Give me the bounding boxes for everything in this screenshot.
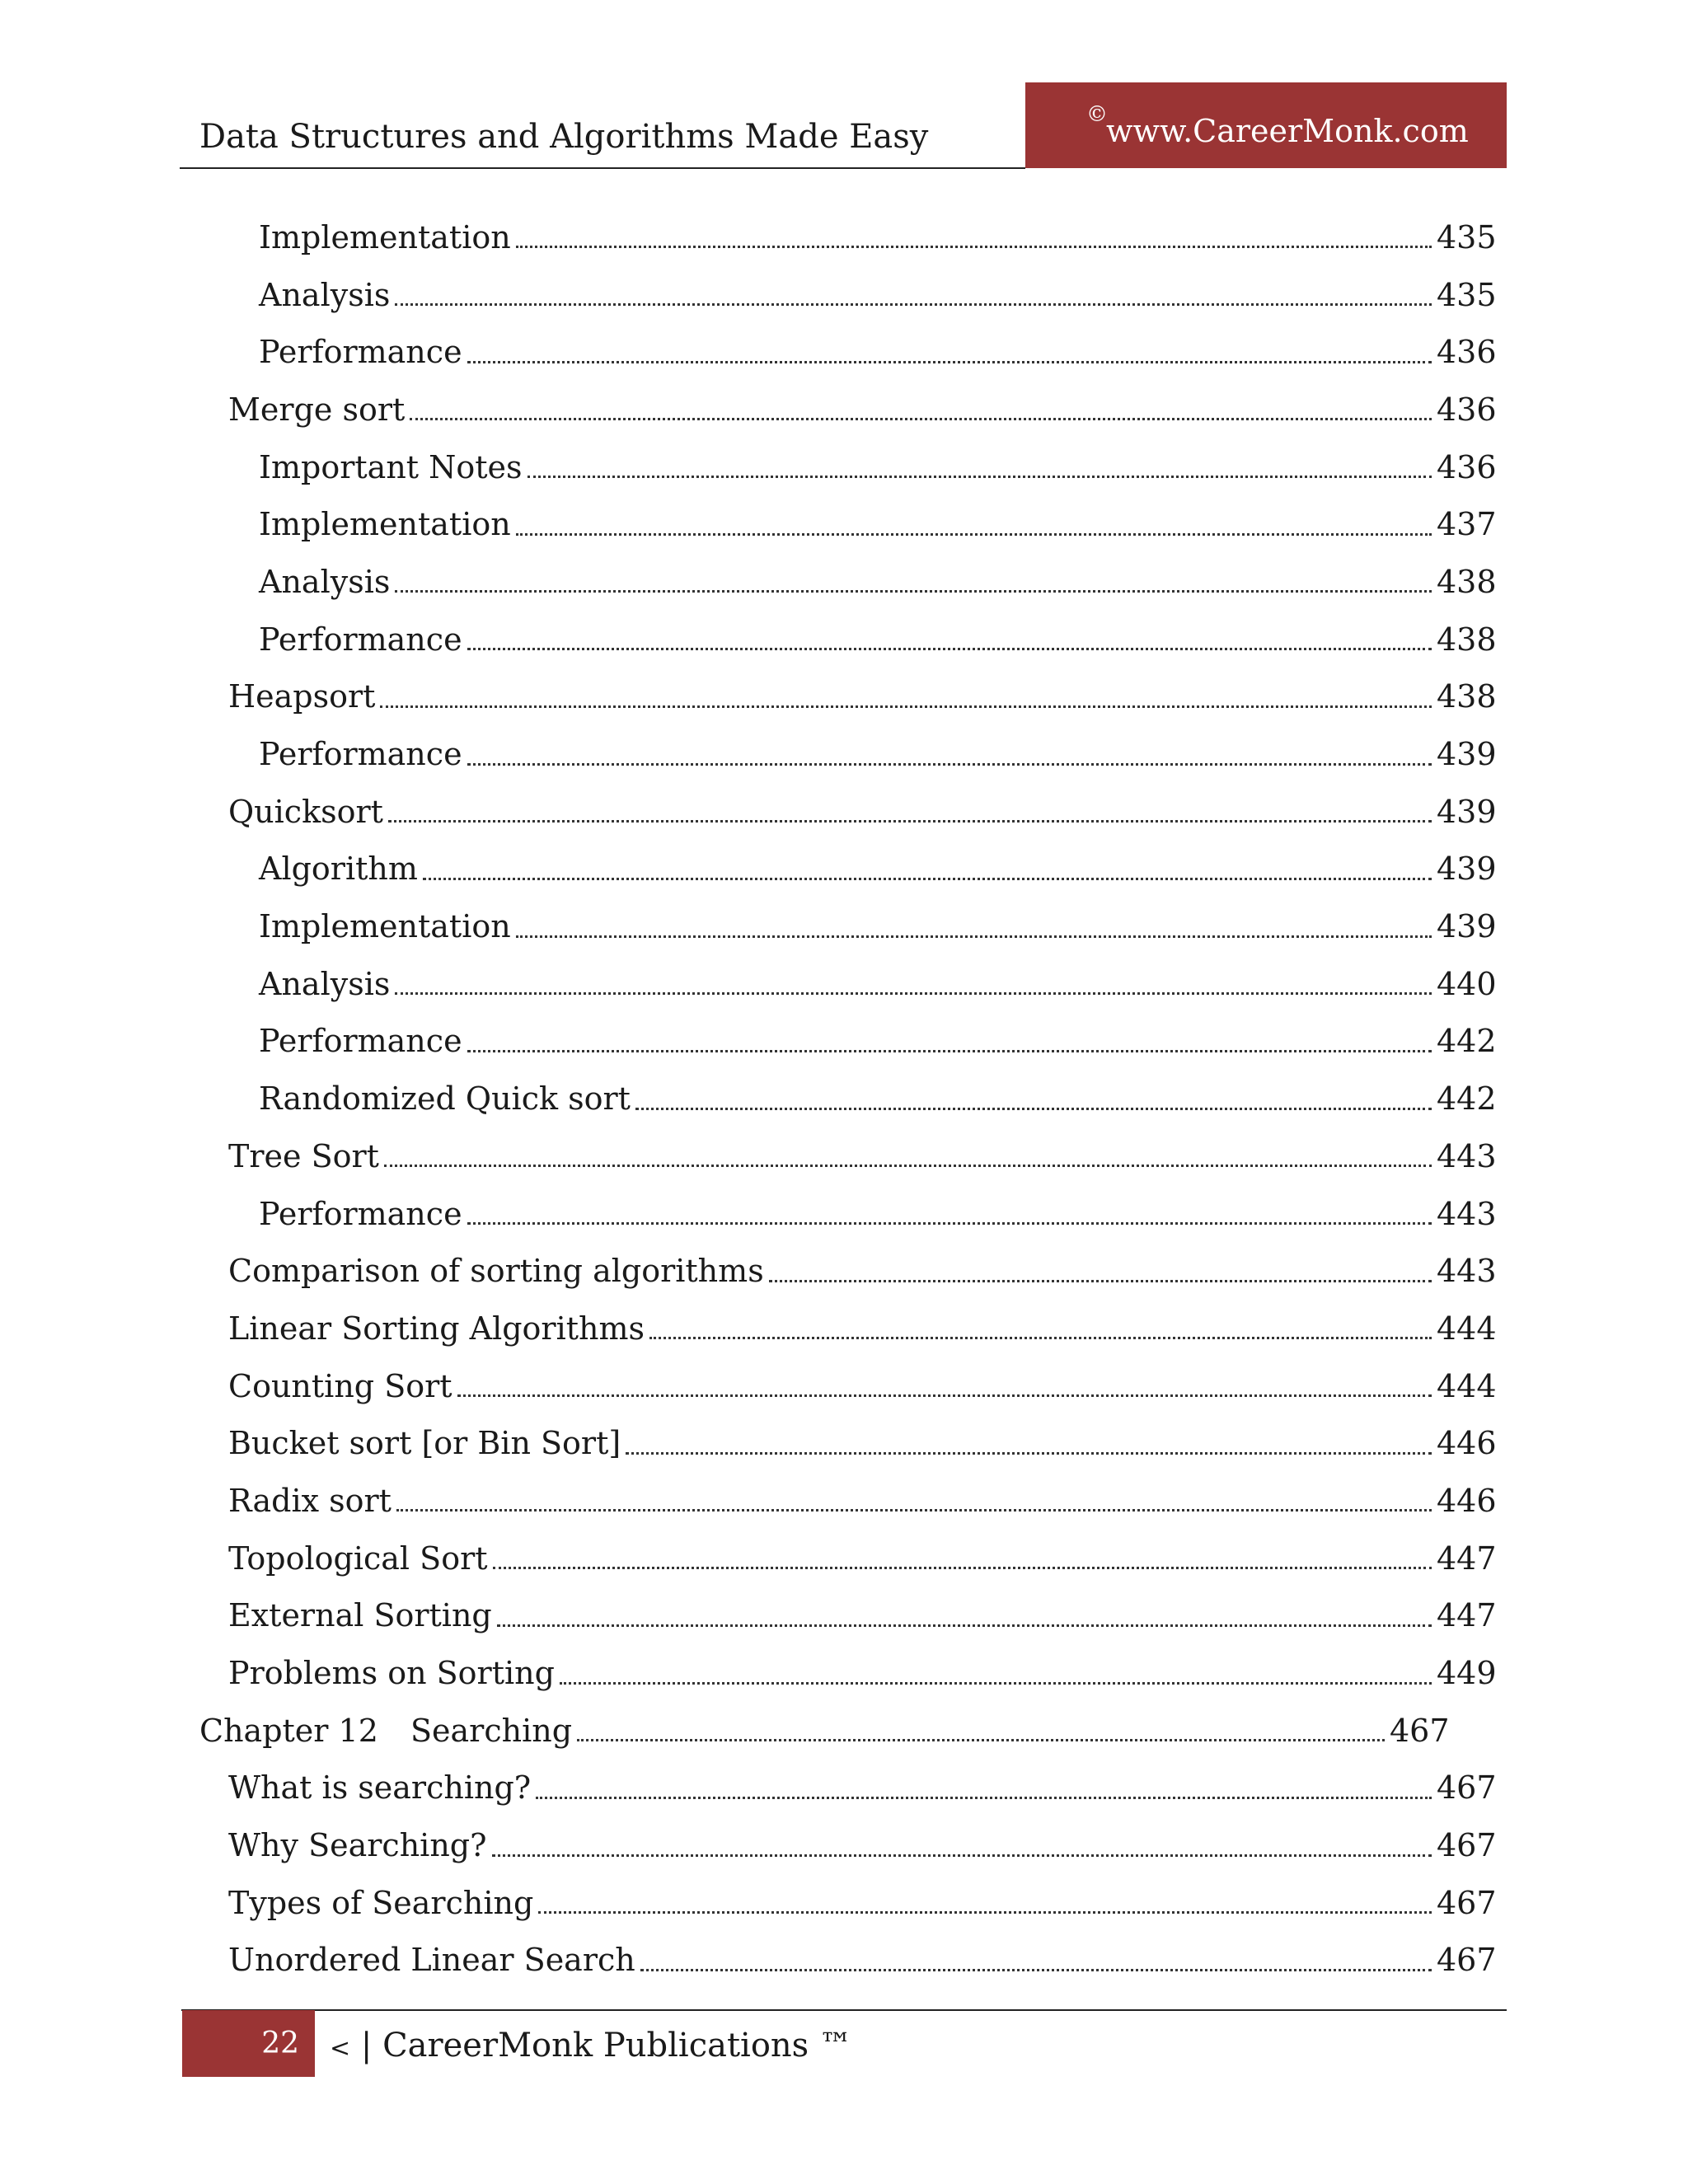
toc-dot-leader xyxy=(410,418,1432,420)
toc-entry xyxy=(0,323,1688,381)
running-header-title: Data Structures and Algorithms Made Easy xyxy=(199,118,929,156)
toc-entry xyxy=(0,1185,1688,1243)
toc-entry xyxy=(0,495,1688,553)
toc-entry xyxy=(0,1472,1688,1530)
toc-entry xyxy=(0,955,1688,1013)
toc-dot-leader xyxy=(467,763,1432,766)
toc-page-number: 436 xyxy=(1437,391,1497,428)
toc-dot-leader xyxy=(497,1624,1432,1627)
toc-dot-leader xyxy=(538,1911,1432,1914)
header-url-box xyxy=(1025,82,1507,168)
toc-page-number: 442 xyxy=(1437,1080,1497,1118)
toc-entry xyxy=(0,1242,1688,1300)
toc-entry-title: Unordered Linear Search xyxy=(228,1942,635,1979)
toc-entry-title: Analysis xyxy=(259,563,391,600)
toc-entry-title: Performance xyxy=(259,736,462,773)
toc-entry-title: Linear Sorting Algorithms xyxy=(228,1310,645,1347)
toc-entry xyxy=(0,1530,1688,1587)
toc-entry-title: What is searching? xyxy=(228,1769,532,1807)
toc-dot-leader xyxy=(640,1969,1432,1971)
toc-entry xyxy=(0,1127,1688,1185)
toc-entry-title: Bucket sort [or Bin Sort] xyxy=(228,1425,621,1462)
toc-dot-leader xyxy=(493,1567,1432,1569)
toc-entry xyxy=(0,438,1688,496)
toc-dot-leader xyxy=(467,361,1432,363)
toc-dot-leader xyxy=(492,1854,1432,1857)
toc-page-number: 467 xyxy=(1390,1712,1450,1749)
chevron-left-icon: < xyxy=(330,2034,351,2063)
toc-entry-title: Searching xyxy=(410,1712,573,1749)
toc-entry xyxy=(0,611,1688,668)
toc-dot-leader xyxy=(467,648,1432,650)
toc-dot-leader xyxy=(467,1222,1432,1225)
toc-entry xyxy=(0,841,1688,898)
table-of-contents xyxy=(0,209,1688,1989)
toc-dot-leader xyxy=(457,1394,1432,1397)
toc-entry-title: Performance xyxy=(259,621,462,658)
toc-entry xyxy=(0,783,1688,841)
toc-entry-title: Heapsort xyxy=(228,678,376,715)
toc-entry-title: Implementation xyxy=(259,506,511,543)
toc-page-number: 438 xyxy=(1437,678,1497,715)
footer-page-number: 22 xyxy=(261,2027,299,2060)
toc-dot-leader xyxy=(516,935,1432,938)
toc-dot-leader xyxy=(769,1280,1432,1282)
header-url: www.CareerMonk.com xyxy=(1106,113,1469,149)
toc-page-number: 442 xyxy=(1437,1023,1497,1060)
toc-entry xyxy=(0,668,1688,726)
toc-entry xyxy=(0,1070,1688,1127)
toc-dot-leader xyxy=(395,590,1432,593)
toc-entry-title: Analysis xyxy=(259,276,391,313)
toc-dot-leader xyxy=(384,1165,1432,1167)
toc-entry-title: Analysis xyxy=(259,965,391,1002)
toc-entry-title: Quicksort xyxy=(228,793,383,830)
toc-dot-leader xyxy=(467,1050,1432,1052)
toc-page-number: 440 xyxy=(1437,965,1497,1002)
toc-page-number: 447 xyxy=(1437,1540,1497,1577)
toc-entry xyxy=(0,1013,1688,1071)
toc-page-number: 439 xyxy=(1437,851,1497,888)
toc-page-number: 436 xyxy=(1437,448,1497,485)
toc-entry-title: Performance xyxy=(259,1195,462,1232)
toc-entry-title: Important Notes xyxy=(259,448,523,485)
footer-rule xyxy=(181,2009,1507,2011)
toc-entry xyxy=(0,553,1688,611)
footer-publisher: CareerMonk Publications ™ xyxy=(382,2027,852,2064)
toc-page-number: 439 xyxy=(1437,793,1497,830)
toc-dot-leader xyxy=(577,1739,1385,1741)
toc-page-number: 467 xyxy=(1437,1769,1497,1807)
toc-dot-leader xyxy=(626,1452,1432,1455)
toc-dot-leader xyxy=(516,533,1432,536)
toc-page-number: 444 xyxy=(1437,1310,1497,1347)
toc-entry xyxy=(0,1816,1688,1874)
footer-separator: | xyxy=(360,2027,373,2064)
toc-entry-title: Problems on Sorting xyxy=(228,1655,555,1692)
toc-page-number: 443 xyxy=(1437,1253,1497,1290)
toc-page-number: 446 xyxy=(1437,1482,1497,1519)
toc-page-number: 467 xyxy=(1437,1827,1497,1864)
toc-entry xyxy=(0,266,1688,324)
toc-entry-title: Why Searching? xyxy=(228,1827,487,1864)
toc-page-number: 438 xyxy=(1437,621,1497,658)
toc-entry xyxy=(0,1760,1688,1817)
toc-dot-leader xyxy=(396,1509,1432,1511)
toc-dot-leader xyxy=(423,878,1432,880)
toc-page-number: 467 xyxy=(1437,1942,1497,1979)
toc-page-number: 439 xyxy=(1437,736,1497,773)
toc-page-number: 436 xyxy=(1437,334,1497,371)
toc-entry xyxy=(0,1414,1688,1472)
toc-dot-leader xyxy=(395,303,1432,306)
toc-dot-leader xyxy=(528,476,1432,478)
toc-page-number: 439 xyxy=(1437,908,1497,945)
toc-entry-title: Radix sort xyxy=(228,1482,392,1519)
toc-entry-title: Implementation xyxy=(259,908,511,945)
toc-chapter-row xyxy=(0,1702,1688,1760)
toc-entry-title: Randomized Quick sort xyxy=(259,1080,631,1118)
copyright-symbol: © xyxy=(1086,102,1108,127)
toc-entry xyxy=(0,1300,1688,1357)
toc-entry xyxy=(0,1874,1688,1932)
toc-dot-leader xyxy=(649,1337,1432,1339)
toc-entry-title: Counting Sort xyxy=(228,1367,452,1404)
toc-entry-title: Performance xyxy=(259,1023,462,1060)
toc-page-number: 438 xyxy=(1437,563,1497,600)
toc-entry-title: Implementation xyxy=(259,218,511,255)
toc-chapter-label: Chapter 12 xyxy=(199,1712,378,1749)
toc-entry xyxy=(0,209,1688,266)
toc-page-number: 437 xyxy=(1437,506,1497,543)
toc-entry xyxy=(0,381,1688,438)
toc-entry xyxy=(0,1357,1688,1415)
footer-publisher-line xyxy=(330,2026,852,2069)
toc-entry-title: Performance xyxy=(259,334,462,371)
toc-page-number: 449 xyxy=(1437,1655,1497,1692)
toc-dot-leader xyxy=(380,705,1432,708)
toc-page-number: 435 xyxy=(1437,276,1497,313)
toc-page-number: 467 xyxy=(1437,1884,1497,1921)
toc-page-number: 443 xyxy=(1437,1137,1497,1174)
toc-entry xyxy=(0,725,1688,783)
toc-entry xyxy=(0,1644,1688,1702)
toc-page-number: 443 xyxy=(1437,1195,1497,1232)
toc-dot-leader xyxy=(388,820,1432,823)
toc-dot-leader xyxy=(635,1108,1432,1110)
toc-entry-title: Comparison of sorting algorithms xyxy=(228,1253,764,1290)
toc-entry xyxy=(0,1932,1688,1990)
toc-entry xyxy=(0,1587,1688,1645)
toc-page-number: 435 xyxy=(1437,218,1497,255)
toc-page-number: 444 xyxy=(1437,1367,1497,1404)
toc-dot-leader xyxy=(560,1682,1432,1685)
toc-entry-title: Types of Searching xyxy=(228,1884,534,1921)
toc-entry-title: Topological Sort xyxy=(228,1540,488,1577)
toc-entry-title: Tree Sort xyxy=(228,1137,379,1174)
toc-dot-leader xyxy=(395,992,1432,995)
toc-entry-title: External Sorting xyxy=(228,1597,492,1634)
toc-dot-leader xyxy=(516,246,1432,248)
toc-page-number: 446 xyxy=(1437,1425,1497,1462)
toc-entry-title: Merge sort xyxy=(228,391,406,428)
toc-entry xyxy=(0,898,1688,955)
toc-dot-leader xyxy=(536,1797,1432,1799)
header-rule xyxy=(180,167,1025,169)
toc-page-number: 447 xyxy=(1437,1597,1497,1634)
toc-entry-title: Algorithm xyxy=(259,851,418,888)
